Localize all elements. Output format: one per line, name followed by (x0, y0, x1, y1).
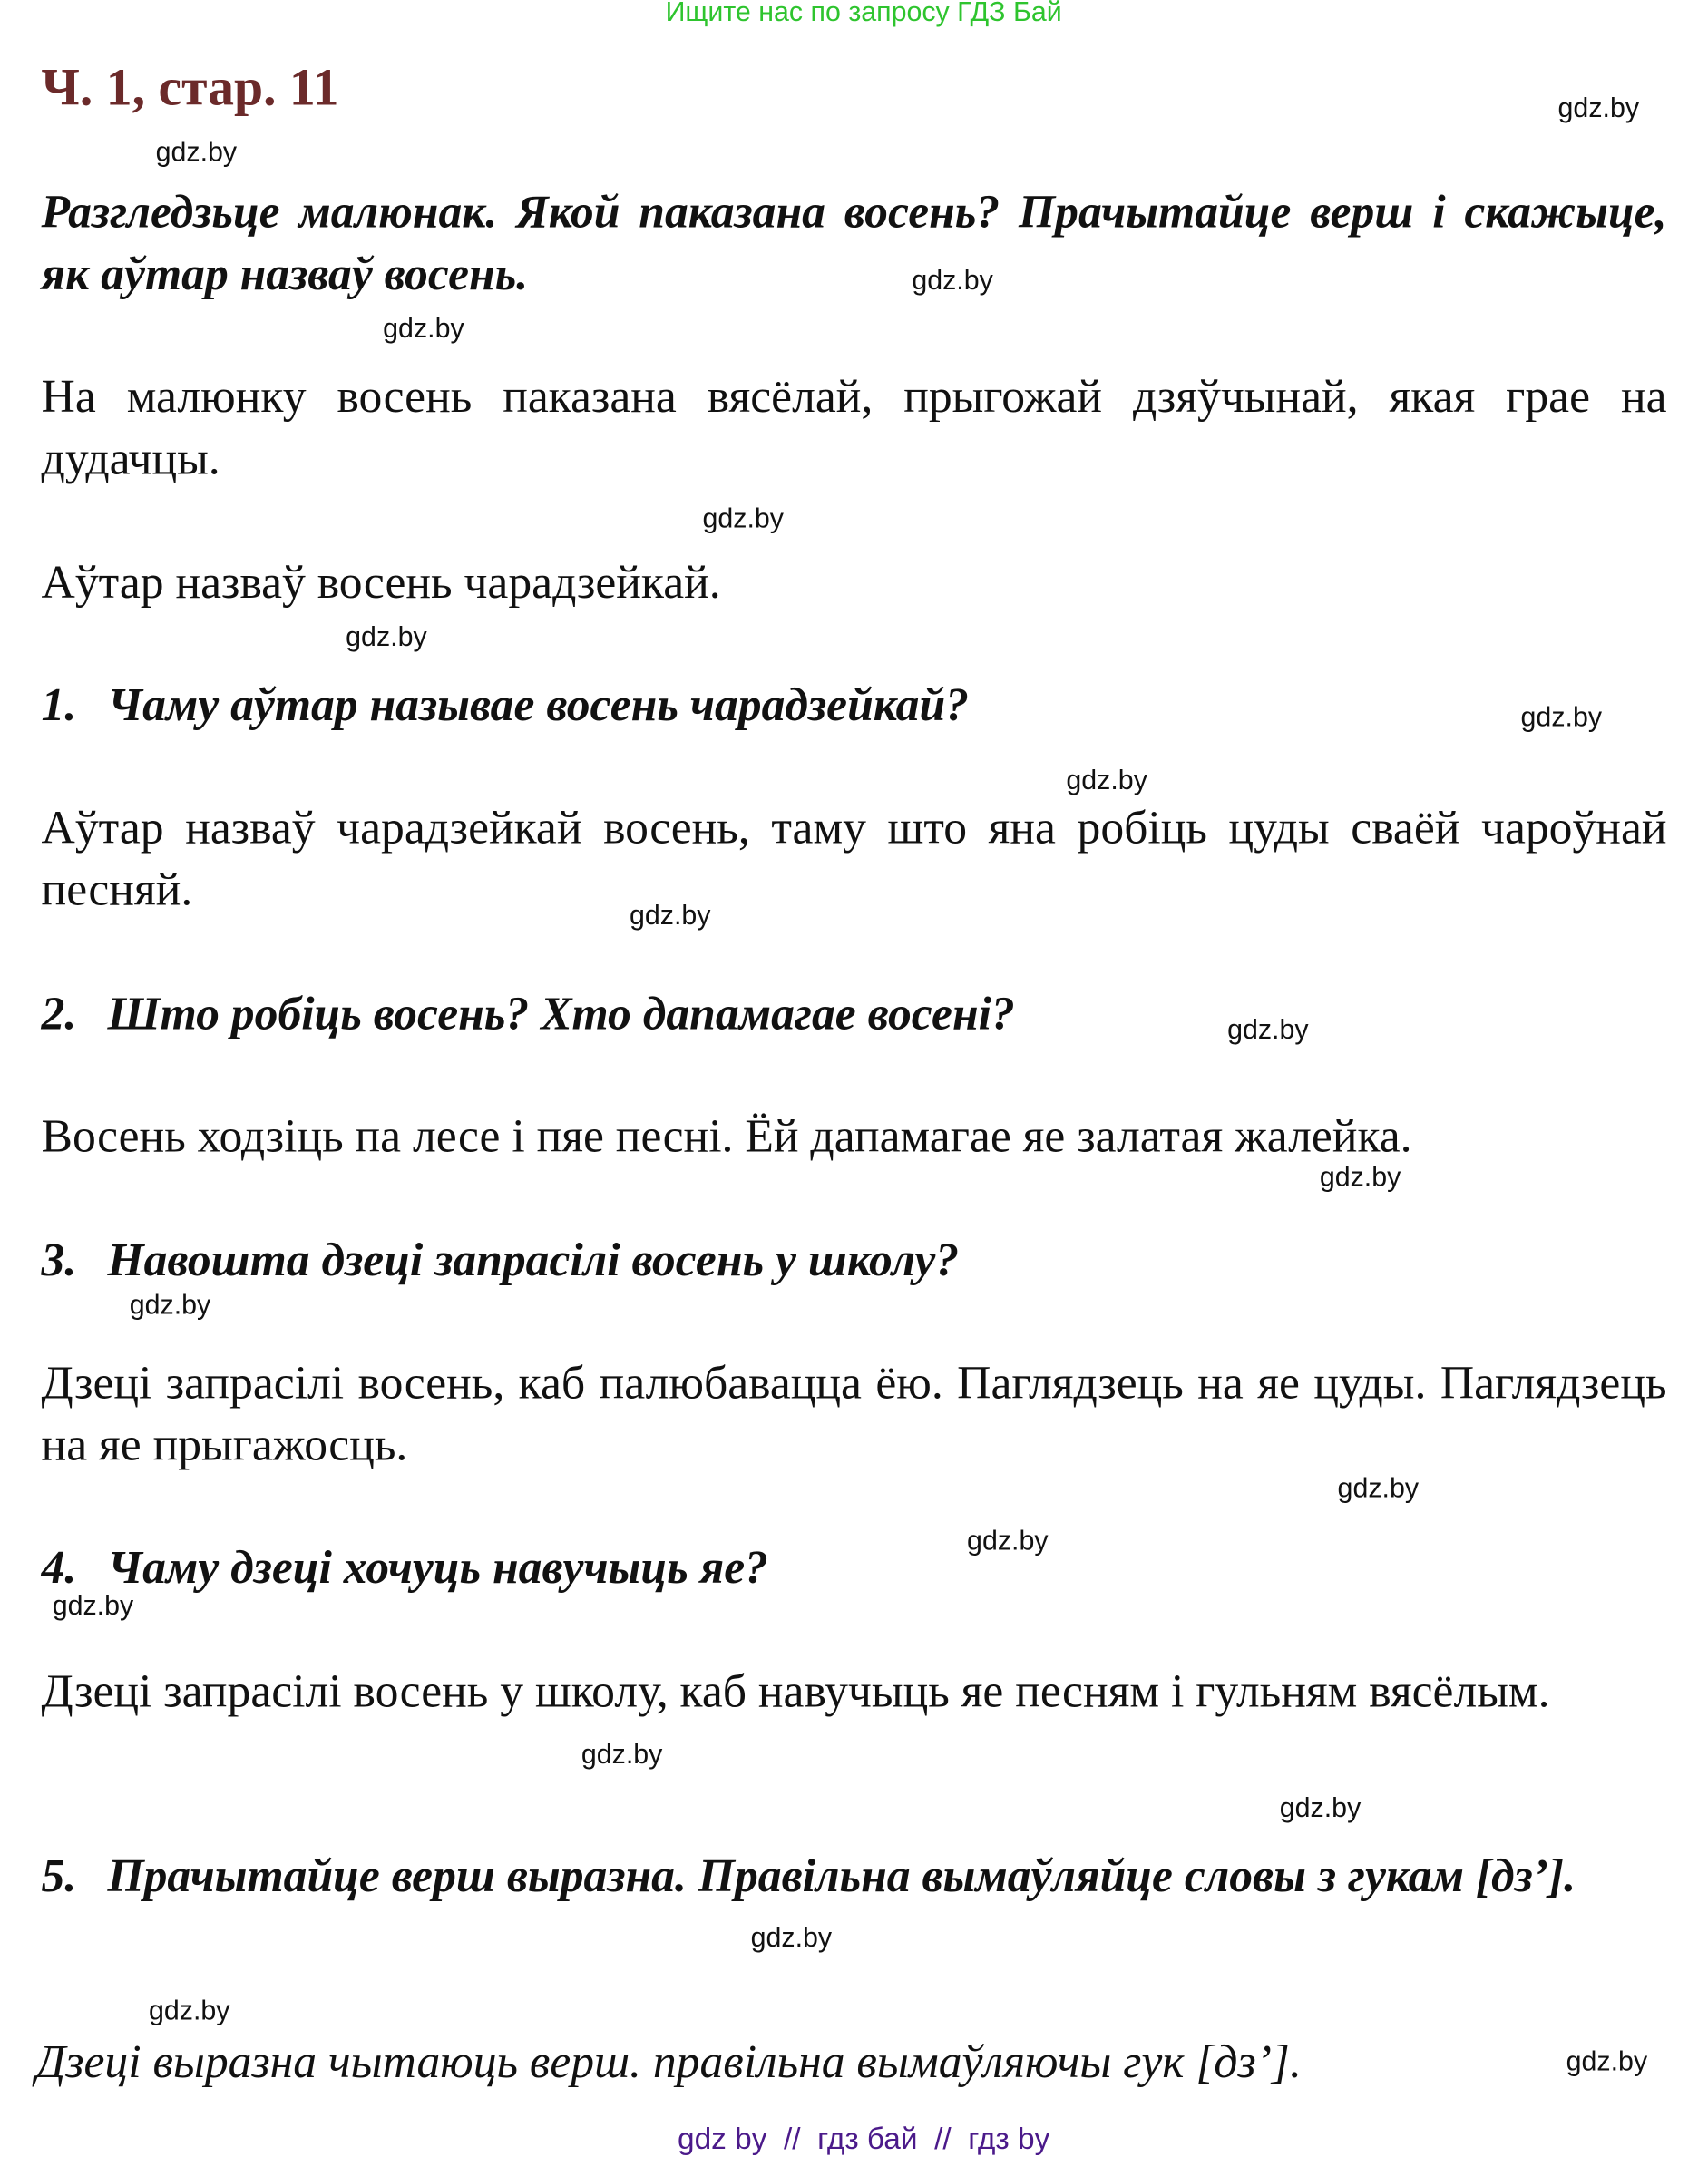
question-text: Прачытайце верш выразна. Правільна вымаўляйце словы з гукам [дз’]. (107, 1850, 1576, 1903)
watermark: gdz.by (346, 622, 427, 653)
watermark: gdz.by (1279, 1793, 1362, 1824)
watermark: gdz.by (1566, 2046, 1648, 2078)
answer-3: Дзеці запрасілі восень, каб палюбавацца ёю. Паглядзець на яе цуды. Паглядзець на яе прыгажосць. (41, 1358, 1667, 1471)
watermark: gdz.by (1337, 1473, 1420, 1505)
watermark: gdz.by (129, 1290, 211, 1322)
watermark: gdz.by (967, 1526, 1049, 1557)
question-2 (42, 983, 1667, 1045)
question-3 (42, 1230, 1667, 1292)
watermark: gdz.by (1520, 702, 1603, 733)
watermark: gdz.by (383, 314, 464, 345)
answer-4: Дзеці запрасілі восень у школу, каб навучыць яе песням і гульням вясёлым. (41, 1666, 1550, 1718)
question-4 (42, 1537, 1667, 1599)
question-text: Чаму дзеці хочуць навучыць яе? (107, 1542, 768, 1595)
answer-1: Аўтар назваў чарадзейкай восень, таму што яна робіць цуды сваёй чароўнай песняй. (41, 803, 1667, 916)
answer-5: Дзеці выразна чытаюць верш. правільна вымаўляючы гук [дз’]. (35, 2037, 1302, 2089)
watermark: gdz.by (149, 1996, 230, 2026)
header-banner: Ищите нас по запросу ГДЗ Бай (665, 0, 1062, 28)
question-5 (42, 1846, 1667, 1908)
question-number: 4. (41, 1542, 77, 1595)
intro-answer-2: Аўтар назваў восень чарадзейкай. (41, 558, 721, 610)
watermark: gdz.by (155, 137, 238, 169)
watermark: gdz.by (1066, 766, 1147, 796)
question-number: 2. (41, 989, 77, 1040)
watermark: gdz.by (702, 503, 784, 535)
watermark: gdz.by (581, 1739, 663, 1771)
question-1 (42, 675, 1667, 737)
watermark: gdz.by (1227, 1015, 1309, 1046)
intro-answer-1: На малюнку восень паказана вясёлай, прыгожай дзяўчынай, якая грае на дудачцы. (41, 372, 1667, 485)
question-text: Навошта дзеці запрасілі восень у школу? (107, 1235, 960, 1287)
question-text: Што робіць восень? Хто дапамагае восені? (107, 989, 1015, 1040)
watermark: gdz.by (1319, 1162, 1401, 1194)
watermark: gdz.by (1557, 93, 1640, 124)
question-text: Чаму аўтар называе восень чарадзейкай? (107, 680, 970, 732)
question-number: 1. (41, 680, 77, 732)
task-intro: Разгледзьце малюнак. Якой паказана восень? Прачытайце верш і скажыце, як аўтар назваў восень. (41, 187, 1667, 301)
watermark: gdz.by (912, 266, 993, 297)
page-title: Ч. 1, стар. 11 (41, 59, 339, 118)
watermark: gdz.by (52, 1590, 134, 1622)
footer-links[interactable]: gdz by // гдз бай // гдз by (678, 2121, 1050, 2156)
watermark: gdz.by (630, 901, 711, 932)
answer-2: Восень ходзіць па лесе і пяе песні. Ёй дапамагае яе залатая жалейка. (41, 1111, 1412, 1163)
question-number: 5. (41, 1850, 77, 1903)
question-number: 3. (41, 1235, 77, 1287)
watermark: gdz.by (750, 1922, 833, 1954)
